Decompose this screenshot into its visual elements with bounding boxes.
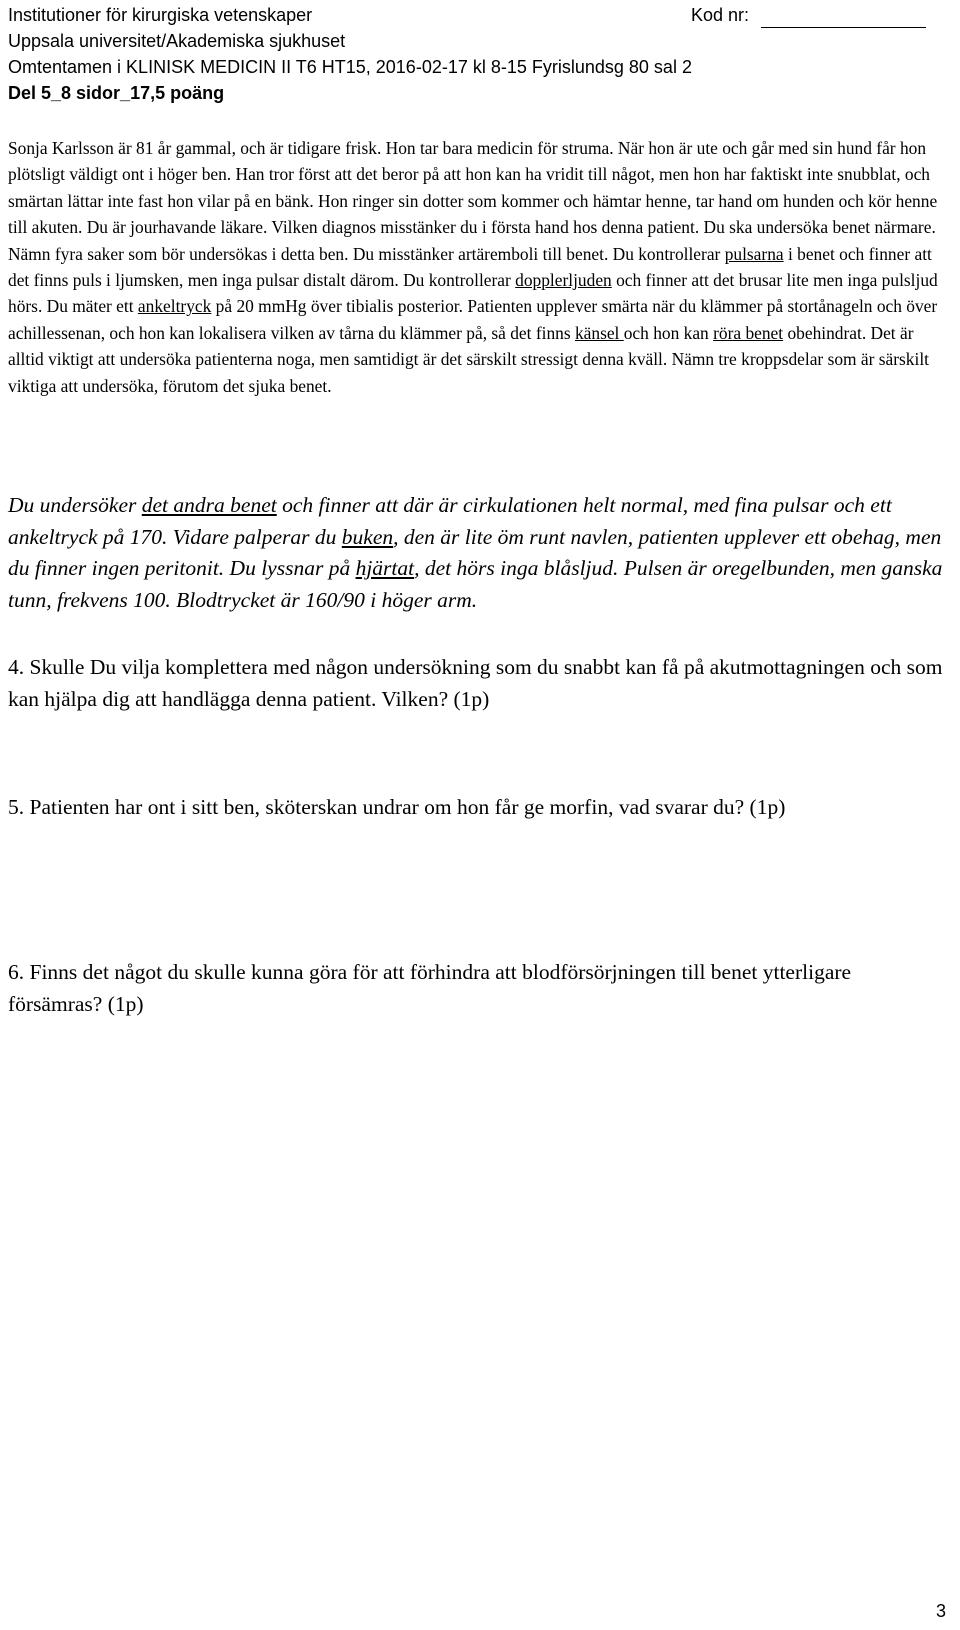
code-blank-line: [761, 9, 926, 28]
case-text: och hon kan: [623, 322, 714, 343]
document-header: [8, 2, 948, 106]
case-underlined-term: röra benet: [713, 322, 784, 343]
exam-text: Du undersöker: [8, 493, 142, 517]
case-text: Sonja Karlsson är 81 år gammal, och är tidigare frisk. Hon tar bara medicin för struma. När hon är ute och går med sin hund får hon plötsligt väldigt ont i höger ben. Han tror först att det beror på att hon kan ha vridit till något, men hon har faktiskt inte snubblat, och smärtan lättar inte fast hon vilar på en bänk. Hon ringer sin dotter som kommer och hämtar henne, tar hand om hunden och kör henne till akuten. Du är jourhavande läkare. Vilken diagnos misstänker du i första hand hos denna patient. Du ska undersöka benet närmare. Nämn fyra saker som bör undersökas i detta ben. Du misstänker artäremboli till benet. Du kontrollerar: [8, 138, 938, 264]
exam-text: , den är lite öm runt navlen, patienten upplever ett obehag, men du finner ingen peritonit. Du lyssnar på: [8, 524, 942, 580]
code-field: [691, 2, 926, 28]
case-underlined-term: känsel: [574, 322, 624, 343]
case-description: [8, 135, 943, 399]
case-text: i benet och finner att det finns puls i ljumsken, men inga pulsar distalt därom. Du kontrollerar: [8, 243, 932, 291]
exam-text: , det hörs inga blåsljud. Pulsen är oregelbunden, men ganska tunn, frekvens 100. Blodtrycket är 160/90 i höger arm.: [8, 556, 943, 612]
page-number: 3: [935, 1601, 946, 1621]
exam-underlined-term: det andra benet: [141, 493, 277, 517]
exam-underlined-term: hjärtat: [355, 556, 415, 580]
case-text: och finner att det brusar lite men inga pulsljud hörs. Du mäter ett: [8, 270, 938, 317]
question-6: 6. Finns det något du skulle kunna göra för att förhindra att blodförsörjningen till benet ytterligare försämras? (1p): [8, 960, 852, 1016]
exam-text: och finner att där är cirkulationen helt normal, med fina pulsar och ett ankeltryck på 170. Vidare palperar du: [8, 493, 892, 549]
examination-findings: [8, 490, 943, 616]
section-title: Del 5_8 sidor_17,5 poäng: [8, 83, 225, 103]
question-5: 5. Patienten har ont i sitt ben, sköterskan undrar om hon får ge morfin, vad svarar du? (1p): [8, 795, 786, 819]
exam-underlined-term: buken: [341, 524, 394, 549]
code-label: Kod nr:: [690, 5, 749, 25]
exam-info: Omtentamen i KLINISK MEDICIN II T6 HT15, 2016-02-17 kl 8-15 Fyrislundsg 80 sal 2: [8, 57, 692, 77]
institution-name: Institutioner för kirurgiska vetenskaper: [8, 5, 313, 25]
case-text: obehindrat. Det är alltid viktigt att undersöka patienterna noga, men samtidigt är det särskilt stressigt denna kväll. Nämn tre kroppsdelar som är särskilt viktiga att undersöka, förutom det sjuka benet.: [8, 322, 929, 396]
university-name: Uppsala universitet/Akademiska sjukhuset: [8, 31, 346, 51]
case-underlined-term: pulsarna: [724, 243, 784, 264]
case-underlined-term: dopplerljuden: [515, 270, 612, 291]
case-underlined-term: ankeltryck: [137, 296, 212, 317]
question-4: 4. Skulle Du vilja komplettera med någon undersökning som du snabbt kan få på akutmottagningen och som kan hjälpa dig att handlägga denna patient. Vilken? (1p): [8, 655, 943, 711]
case-text: på 20 mmHg över tibialis posterior. Patienten upplever smärta när du klämmer på stortånageln och över achillessenan, och hon kan lokalisera vilken av tårna du klämmer på, så det finns: [8, 296, 938, 343]
